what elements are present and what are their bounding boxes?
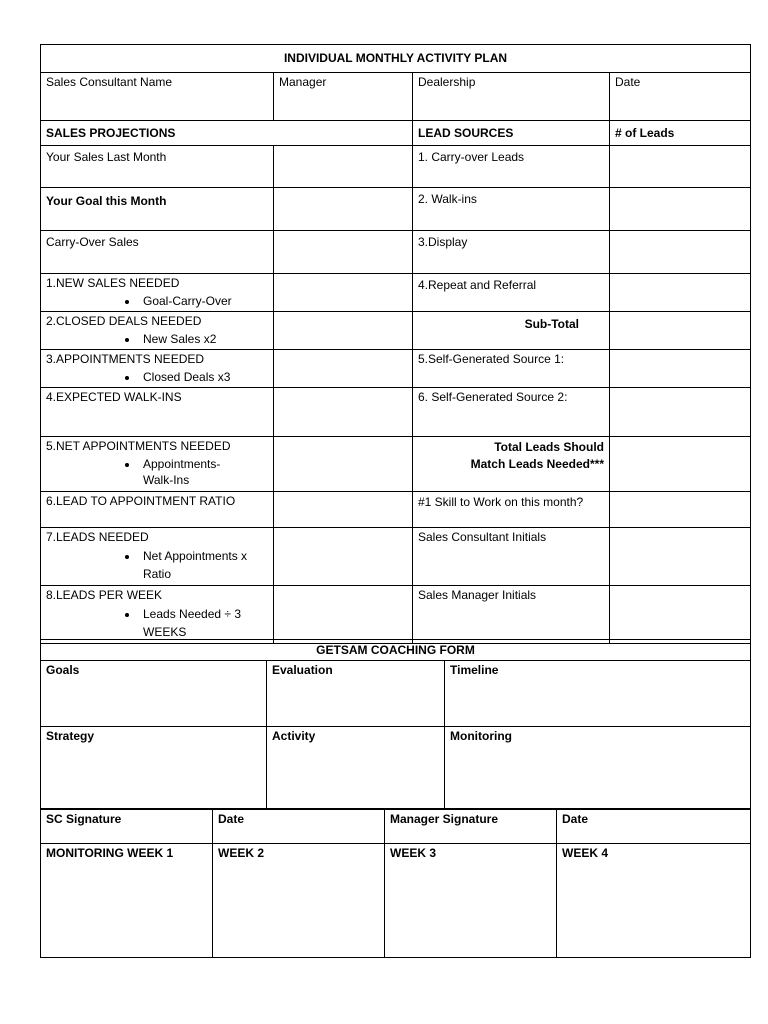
display-label: 3.Display [413,231,610,274]
self-generated-2-value[interactable] [610,388,751,437]
closed-deals-needed-value[interactable] [274,312,413,350]
strategy-label: Strategy [46,729,95,743]
goals-field[interactable] [41,661,267,727]
consultant-name-field[interactable] [41,73,274,121]
week-4-label: WEEK 4 [562,846,609,860]
dealership-label: Dealership [418,75,476,89]
net-appointments-needed-label: 5.NET APPOINTMENTS NEEDED [46,439,231,453]
evaluation-label: Evaluation [272,663,333,677]
num-leads-heading: # of Leads [610,121,751,146]
sales-last-month-value[interactable] [274,146,413,188]
sc-signature-field[interactable] [41,810,213,844]
sub-total-value[interactable] [610,312,751,350]
manager-date-field[interactable] [557,810,751,844]
sm-initials-value[interactable] [610,586,751,644]
self-generated-2-label: 6. Self-Generated Source 2: [413,388,610,437]
leads-per-week-value[interactable] [274,586,413,644]
repeat-referral-value[interactable] [610,274,751,312]
expected-walk-ins-value[interactable] [274,388,413,437]
walk-ins-label: 2. Walk-ins [413,188,610,231]
new-sales-needed-label: 1.NEW SALES NEEDED [46,276,180,290]
skill-to-work-label: #1 Skill to Work on this month? [413,492,610,528]
leads-needed-cell [41,528,274,586]
lead-sources-heading: LEAD SOURCES [413,121,610,146]
coaching-form-title: GETSAM COACHING FORM [41,640,751,661]
display-value[interactable] [610,231,751,274]
sc-signature-label: SC Signature [46,812,122,826]
goals-label: Goals [46,663,80,677]
total-leads-value[interactable] [610,437,751,492]
net-appointments-needed-cell [41,437,274,492]
monitoring-field[interactable] [445,727,751,809]
timeline-field[interactable] [445,661,751,727]
sm-initials-label: Sales Manager Initials [413,586,610,644]
carry-over-sales-label: Carry-Over Sales [41,231,274,274]
goal-this-month-label: Your Goal this Month [41,188,274,231]
sc-date-label: Date [218,812,245,826]
carry-over-leads-label: 1. Carry-over Leads [413,146,610,188]
leads-per-week-label: 8.LEADS PER WEEK [46,588,163,602]
manager-signature-field[interactable] [385,810,557,844]
signature-table [40,809,751,958]
new-sales-needed-cell [41,274,274,312]
week-2-field[interactable] [213,844,385,958]
manager-signature-label: Manager Signature [390,812,499,826]
activity-field[interactable] [267,727,445,809]
sc-initials-label: Sales Consultant Initials [413,528,610,586]
net-appointments-needed-value[interactable] [274,437,413,492]
evaluation-field[interactable] [267,661,445,727]
week-4-field[interactable] [557,844,751,958]
week-3-field[interactable] [385,844,557,958]
closed-deals-needed-label: 2.CLOSED DEALS NEEDED [46,314,202,328]
carry-over-sales-value[interactable] [274,231,413,274]
timeline-label: Timeline [450,663,499,677]
manager-date-label: Date [562,812,589,826]
manager-label: Manager [279,75,327,89]
new-sales-needed-formula: • Goal-Carry-Over [139,293,268,309]
monitoring-week-1-field[interactable] [41,844,213,958]
net-appointments-needed-formula: • Appointments-Walk-Ins [139,456,238,488]
sc-initials-value[interactable] [610,528,751,586]
walk-ins-value[interactable] [610,188,751,231]
activity-label: Activity [272,729,316,743]
leads-needed-formula: • Net Appointments x Ratio [139,547,268,583]
appointments-needed-cell [41,350,274,388]
repeat-referral-label: 4.Repeat and Referral [413,274,610,312]
leads-per-week-formula: • Leads Needed ÷ 3 WEEKS [139,605,258,641]
week-2-label: WEEK 2 [218,846,265,860]
leads-needed-label: 7.LEADS NEEDED [46,530,149,544]
leads-needed-value[interactable] [274,528,413,586]
goal-this-month-value[interactable] [274,188,413,231]
sales-last-month-label: Your Sales Last Month [41,146,274,188]
appointments-needed-label: 3.APPOINTMENTS NEEDED [46,352,205,366]
expected-walk-ins-label: 4.EXPECTED WALK-INS [41,388,274,437]
appointments-needed-value[interactable] [274,350,413,388]
strategy-field[interactable] [41,727,267,809]
self-generated-1-value[interactable] [610,350,751,388]
sub-total-label: Sub-Total [413,312,610,350]
leads-per-week-cell [41,586,274,644]
total-leads-cell [413,437,610,492]
closed-deals-needed-cell [41,312,274,350]
coaching-form-table [40,639,751,809]
lead-appointment-ratio-value[interactable] [274,492,413,528]
consultant-name-label: Sales Consultant Name [46,75,173,89]
date-label: Date [615,75,641,89]
monitoring-label: Monitoring [450,729,512,743]
skill-to-work-value[interactable] [610,492,751,528]
week-3-label: WEEK 3 [390,846,437,860]
plan-title: INDIVIDUAL MONTHLY ACTIVITY PLAN [41,45,751,73]
monitoring-week-1-label: MONITORING WEEK 1 [46,846,174,860]
manager-field[interactable] [274,73,413,121]
activity-plan-table [40,44,751,644]
carry-over-leads-value[interactable] [610,146,751,188]
sales-projections-heading: SALES PROJECTIONS [41,121,413,146]
dealership-field[interactable] [413,73,610,121]
sc-date-field[interactable] [213,810,385,844]
date-field[interactable] [610,73,751,121]
new-sales-needed-value[interactable] [274,274,413,312]
appointments-needed-formula: • Closed Deals x3 [139,369,268,385]
total-leads-label: Total Leads Should Match Leads Needed*** [470,440,604,471]
self-generated-1-label: 5.Self-Generated Source 1: [413,350,610,388]
lead-appointment-ratio-label: 6.LEAD TO APPOINTMENT RATIO [41,492,274,528]
closed-deals-needed-formula: • New Sales x2 [139,331,268,347]
